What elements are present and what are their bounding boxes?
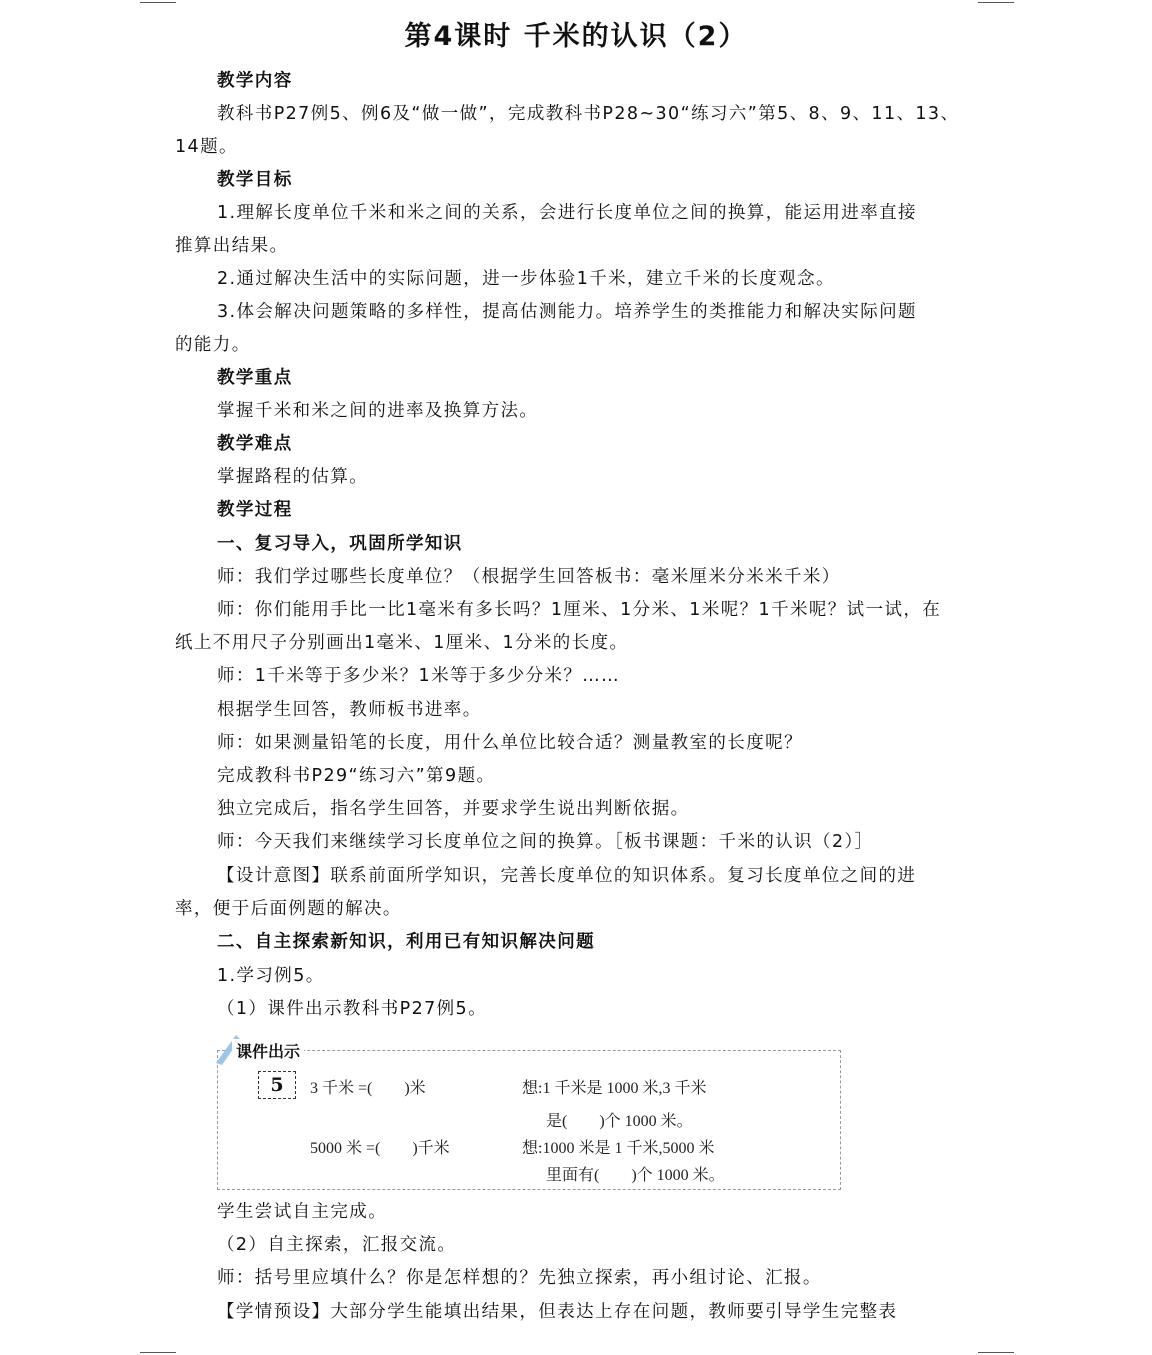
paragraph-line: 师：如果测量铅笔的长度，用什么单位比较合适？测量教室的长度呢？ (217, 733, 803, 753)
hint-2-line-2: 里面有( )个 1000 米。 (546, 1167, 725, 1184)
paragraph-line: 率，便于后面例题的解决。 (175, 899, 402, 919)
heading-teaching-goals: 教学目标 (217, 170, 293, 190)
paragraph-line: 的能力。 (175, 335, 251, 355)
paragraph-line: 1.理解长度单位千米和米之间的关系，会进行长度单位之间的换算，能运用进率直接 (217, 203, 917, 223)
crop-mark-top-left (140, 2, 176, 3)
crop-mark-bottom-left (140, 1352, 176, 1353)
paragraph-line: 独立完成后，指名学生回答，并要求学生说出判断依据。 (217, 799, 690, 819)
crop-mark-bottom-right (978, 1352, 1014, 1353)
paragraph-line: 3.体会解决问题策略的多样性，提高估测能力。培养学生的类推能力和解决实际问题 (217, 302, 917, 322)
question-2: 5000 米 =( )千米 (310, 1140, 450, 1157)
paragraph-line: 学生尝试自主完成。 (217, 1202, 388, 1222)
paragraph-line: 掌握路程的估算。 (217, 467, 369, 487)
section-heading-1: 一、复习导入，巩固所学知识 (217, 534, 463, 554)
crop-mark-top-right (978, 2, 1014, 3)
courseware-box (217, 1042, 841, 1190)
paragraph-line: 完成教科书P29“练习六”第9题。 (217, 766, 496, 786)
paragraph-line: 纸上不用尺子分别画出1毫米、1厘米、1分米的长度。 (175, 633, 629, 653)
paragraph-line: 师：今天我们来继续学习长度单位之间的换算。［板书课题：千米的认识（2）］ (217, 832, 874, 852)
paragraph-line: （2）自主探索，汇报交流。 (217, 1235, 457, 1255)
heading-teaching-process: 教学过程 (217, 500, 293, 520)
paragraph-line: 2.通过解决生活中的实际问题，进一步体验1千米，建立千米的长度观念。 (217, 269, 835, 289)
paragraph-line: 【学情预设】大部分学生能填出结果，但表达上存在问题，教师要引导学生完整表 (217, 1302, 898, 1322)
example-number-badge: 5 (258, 1071, 296, 1099)
paragraph-line: 推算出结果。 (175, 236, 289, 256)
paragraph-line: 掌握千米和米之间的进率及换算方法。 (217, 401, 539, 421)
question-1: 3 千米 =( )米 (310, 1080, 426, 1097)
paragraph-line: 14题。 (175, 137, 238, 157)
paragraph-line: 教科书P27例5、例6及“做一做”，完成教科书P28~30“练习六”第5、8、9、11、13、 (217, 104, 960, 124)
paragraph-line: （1）课件出示教科书P27例5。 (217, 999, 487, 1019)
section-heading-2: 二、自主探索新知识，利用已有知识解决问题 (217, 932, 595, 952)
hint-1-line-2: 是( )个 1000 米。 (546, 1113, 693, 1130)
page-title: 第4课时 千米的认识（2） (404, 21, 748, 52)
paragraph-line: 1.学习例5。 (217, 966, 325, 986)
courseware-label: 课件出示 (232, 1039, 304, 1062)
paragraph-line: 师：你们能用手比一比1毫米有多长吗？1厘米、1分米、1米呢？1千米呢？试一试，在 (217, 600, 942, 620)
heading-difficulties: 教学难点 (217, 434, 293, 454)
hint-2-line-1: 想:1000 米是 1 千米,5000 米 (522, 1140, 715, 1157)
paragraph-line: 师：括号里应填什么？你是怎样想的？先独立探索，再小组讨论、汇报。 (217, 1268, 822, 1288)
hint-1-line-1: 想:1 千米是 1000 米,3 千米 (522, 1080, 707, 1097)
paragraph-line: 根据学生回答，教师板书进率。 (217, 700, 482, 720)
paragraph-line: 【设计意图】联系前面所学知识，完善长度单位的知识体系。复习长度单位之间的进 (217, 866, 917, 886)
heading-teaching-content: 教学内容 (217, 71, 293, 91)
paragraph-line: 师：我们学过哪些长度单位？（根据学生回答板书：毫米厘米分米米千米） (217, 567, 841, 587)
heading-key-points: 教学重点 (217, 368, 293, 388)
paragraph-line: 师：1千米等于多少米？1米等于多少分米？…… (217, 666, 621, 686)
